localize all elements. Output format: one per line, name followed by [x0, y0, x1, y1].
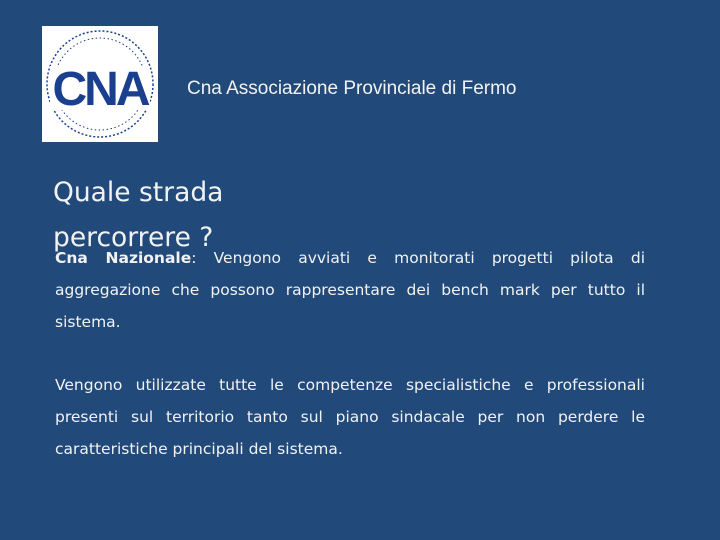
svg-text:CNA: CNA [52, 63, 148, 116]
paragraph-1-text: : Vengono avviati e monitorati progetti pilota di aggregazione che possono rappresentare dei bench mark per tutto il sistema. [55, 249, 646, 331]
organization-name: Cna Associazione Provinciale di Fermo [187, 78, 517, 99]
paragraph-1 [55, 242, 645, 338]
cna-logo [42, 26, 158, 142]
paragraph-2: Vengono utilizzate tutte le competenze specialistiche e professionali presenti sul territorio tanto sul piano sindacale per non perdere le caratteristiche principali del sistema. [55, 376, 645, 458]
cna-logo-mark [42, 26, 158, 142]
paragraph-1-label: Cna Nazionale [55, 249, 192, 267]
slide-title: Quale strada percorrere ? [53, 177, 224, 253]
